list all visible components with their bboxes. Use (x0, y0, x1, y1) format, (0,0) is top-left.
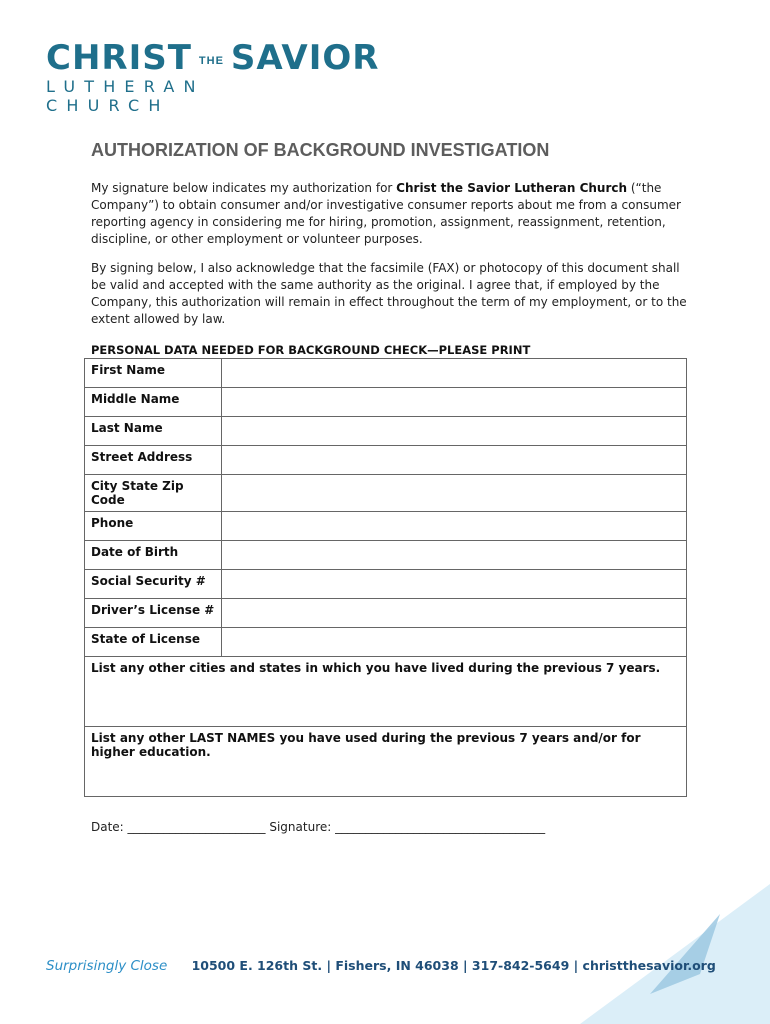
field-label: State of License (85, 628, 222, 657)
form-row-wide (85, 657, 687, 727)
field-label: Middle Name (85, 388, 222, 417)
field-input-cell[interactable] (222, 417, 687, 446)
decorative-triangle-large (580, 884, 770, 1024)
field-input-cell[interactable] (222, 388, 687, 417)
footer (46, 958, 716, 974)
authorization-text-start: My signature below indicates my authorization for (91, 181, 397, 195)
field-input-cell[interactable] (222, 512, 687, 541)
field-input-cell[interactable] (222, 570, 687, 599)
document-title: AUTHORIZATION OF BACKGROUND INVESTIGATION (91, 140, 550, 160)
church-name: Christ the Savior Lutheran Church (396, 181, 628, 195)
logo-wordmark (46, 38, 380, 78)
field-label: Driver’s License # (85, 599, 222, 628)
church-logo (46, 38, 380, 115)
field-label: Street Address (85, 446, 222, 475)
field-label: Last Name (85, 417, 222, 446)
personal-data-table (84, 358, 687, 797)
logo-the: THE (198, 55, 224, 67)
logo-christ: CHRIST (46, 38, 192, 78)
form-row (85, 388, 687, 417)
form-row (85, 446, 687, 475)
wide-field-cell[interactable]: List any other cities and states in which you have lived during the previous 7 years. (85, 657, 687, 727)
form-row (85, 599, 687, 628)
form-row (85, 475, 687, 512)
field-label: Date of Birth (85, 541, 222, 570)
wide-field-cell[interactable]: List any other LAST NAMES you have used during the previous 7 years and/or for higher education. (85, 727, 687, 797)
form-row (85, 512, 687, 541)
field-input-cell[interactable] (222, 599, 687, 628)
table-caption: PERSONAL DATA NEEDED FOR BACKGROUND CHECK—PLEASE PRINT (91, 343, 531, 357)
authorization-paragraph (91, 180, 687, 248)
acknowledgement-paragraph: By signing below, I also acknowledge that the facsimile (FAX) or photocopy of this document shall be valid and accepted with the same authority as the original. I agree that, if employed by the Company, this authorization will remain in effect throughout the term of my employment, or to the extent allowed by law. (91, 261, 687, 326)
field-label: Phone (85, 512, 222, 541)
footer-tagline: Surprisingly Close (46, 958, 168, 974)
form-row (85, 359, 687, 388)
field-input-cell[interactable] (222, 628, 687, 657)
field-label: City State Zip Code (85, 475, 222, 512)
logo-subtitle: LUTHERAN CHURCH (46, 77, 205, 115)
date-signature-line[interactable]: Date: _______________________ Signature: ___________________________________ (91, 820, 546, 834)
field-label: First Name (85, 359, 222, 388)
field-input-cell[interactable] (222, 446, 687, 475)
form-row-wide (85, 727, 687, 797)
form-row (85, 417, 687, 446)
authorization-text-end: (“the Company”) to obtain consumer and/or investigative consumer reports about me from a consumer reporting agency in considering me for hiring, promotion, assignment, reassignment, retention, discipline, or other employment or volunteer purposes. (91, 181, 681, 246)
field-input-cell[interactable] (222, 541, 687, 570)
decorative-triangles (560, 824, 770, 1024)
logo-savior: SAVIOR (230, 38, 380, 78)
footer-address: 10500 E. 126th St. | Fishers, IN 46038 | 317-842-5649 | christthesavior.org (191, 958, 716, 973)
field-input-cell[interactable] (222, 359, 687, 388)
form-row (85, 570, 687, 599)
field-label: Social Security # (85, 570, 222, 599)
field-input-cell[interactable] (222, 475, 687, 512)
form-row (85, 628, 687, 657)
form-row (85, 541, 687, 570)
